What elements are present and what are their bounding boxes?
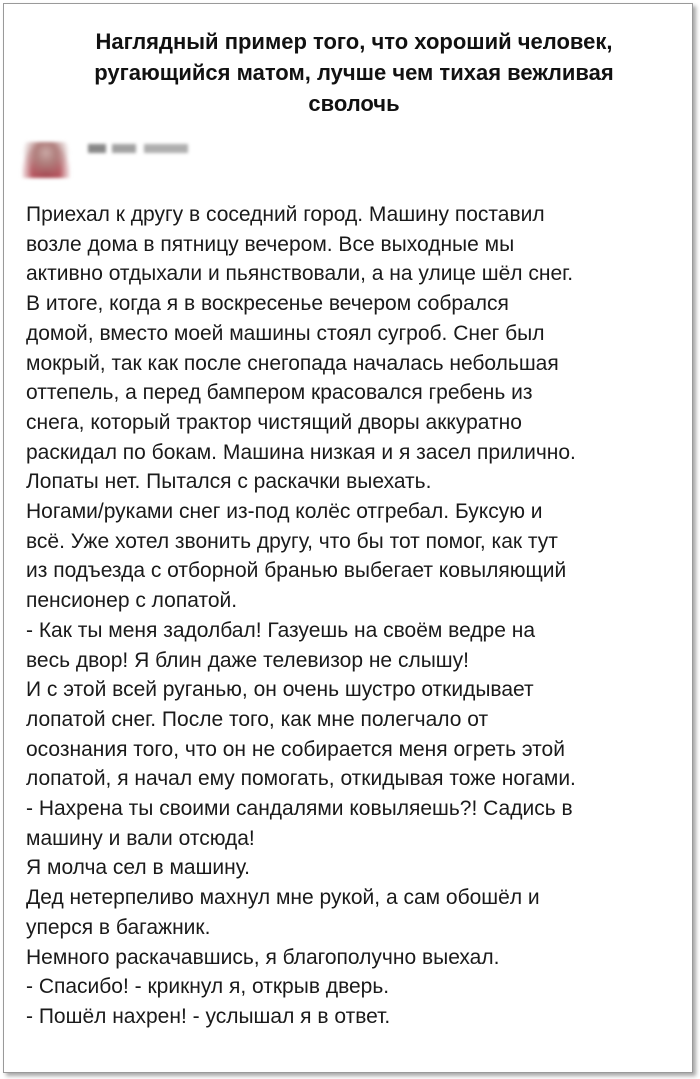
- post-line: домой, вместо моей машины стоял сугроб. Снег был: [26, 321, 545, 345]
- post-line: - Нахрена ты своими сандалями ковыляешь?! Садись в: [26, 797, 573, 821]
- post-line: Дед нетерпеливо махнул мне рукой, а сам обошёл и: [26, 886, 540, 910]
- post-line: В итоге, когда я в воскресенье вечером собрался: [26, 292, 509, 316]
- post-line: пенсионер с лопатой.: [26, 589, 238, 613]
- heading-line: сволочь: [308, 91, 400, 116]
- post-line: возле дома в пятницу вечером. Все выходные мы: [26, 232, 515, 256]
- post-line: мокрый, так как после снегопада началась небольшая: [26, 351, 559, 375]
- post-text: [26, 200, 691, 1032]
- post-line: уперся в багажник.: [26, 915, 211, 939]
- post-line: лопатой, я начал ему помогать, откидывая тоже ногами.: [26, 767, 576, 791]
- author-block[interactable]: [22, 132, 222, 182]
- post-line: И с этой всей руганью, он очень шустро откидывает: [26, 678, 534, 702]
- post-line: весь двор! Я блин даже телевизор не слышу!: [26, 648, 469, 672]
- avatar[interactable]: [22, 142, 70, 178]
- post-line: активно отдыхали и пьянствовали, а на улице шёл снег.: [26, 262, 574, 286]
- post-line: осознания того, что он не собирается меня огреть этой: [26, 737, 565, 761]
- post-line: всё. Уже хотел звонить другу, что бы тот помог, как тут: [26, 529, 558, 553]
- post-line: из подъезда с отборной бранью выбегает ковыляющий: [26, 559, 567, 583]
- post-line: - Как ты меня задолбал! Газуешь на своём ведре на: [26, 618, 536, 642]
- post-line: - Спасибо! - крикнул я, открыв дверь.: [26, 975, 390, 999]
- post-line: снега, который трактор чистящий дворы аккуратно: [26, 410, 522, 434]
- post-line: - Пошёл нахрен! - услышал я в ответ.: [26, 1004, 391, 1028]
- post-heading: [24, 26, 684, 119]
- heading-line: Наглядный пример того, что хороший человек,: [95, 29, 613, 54]
- heading-line: ругающийся матом, лучше чем тихая вежливая: [94, 60, 614, 85]
- post-line: Лопаты нет. Пытался с раскачки выехать.: [26, 470, 432, 494]
- post-line: лопатой снег. После того, как мне полегчало от: [26, 707, 489, 731]
- post-line: Немного раскачавшись, я благополучно выехал.: [26, 945, 500, 969]
- post-line: Приехал к другу в соседний город. Машину поставил: [26, 203, 545, 226]
- post-line: оттепель, а перед бампером красовался гребень из: [26, 381, 533, 405]
- post-line: Ногами/руками снег из-под колёс отгребал. Буксую и: [26, 500, 543, 524]
- post-frame: [3, 3, 693, 1073]
- post-line: машину и вали отсюда!: [26, 826, 255, 850]
- post-line: Я молча сел в машину.: [26, 856, 250, 880]
- post-line: раскидал по бокам. Машина низкая и я засел прилично.: [26, 440, 576, 464]
- author-name-blurred[interactable]: [88, 144, 188, 153]
